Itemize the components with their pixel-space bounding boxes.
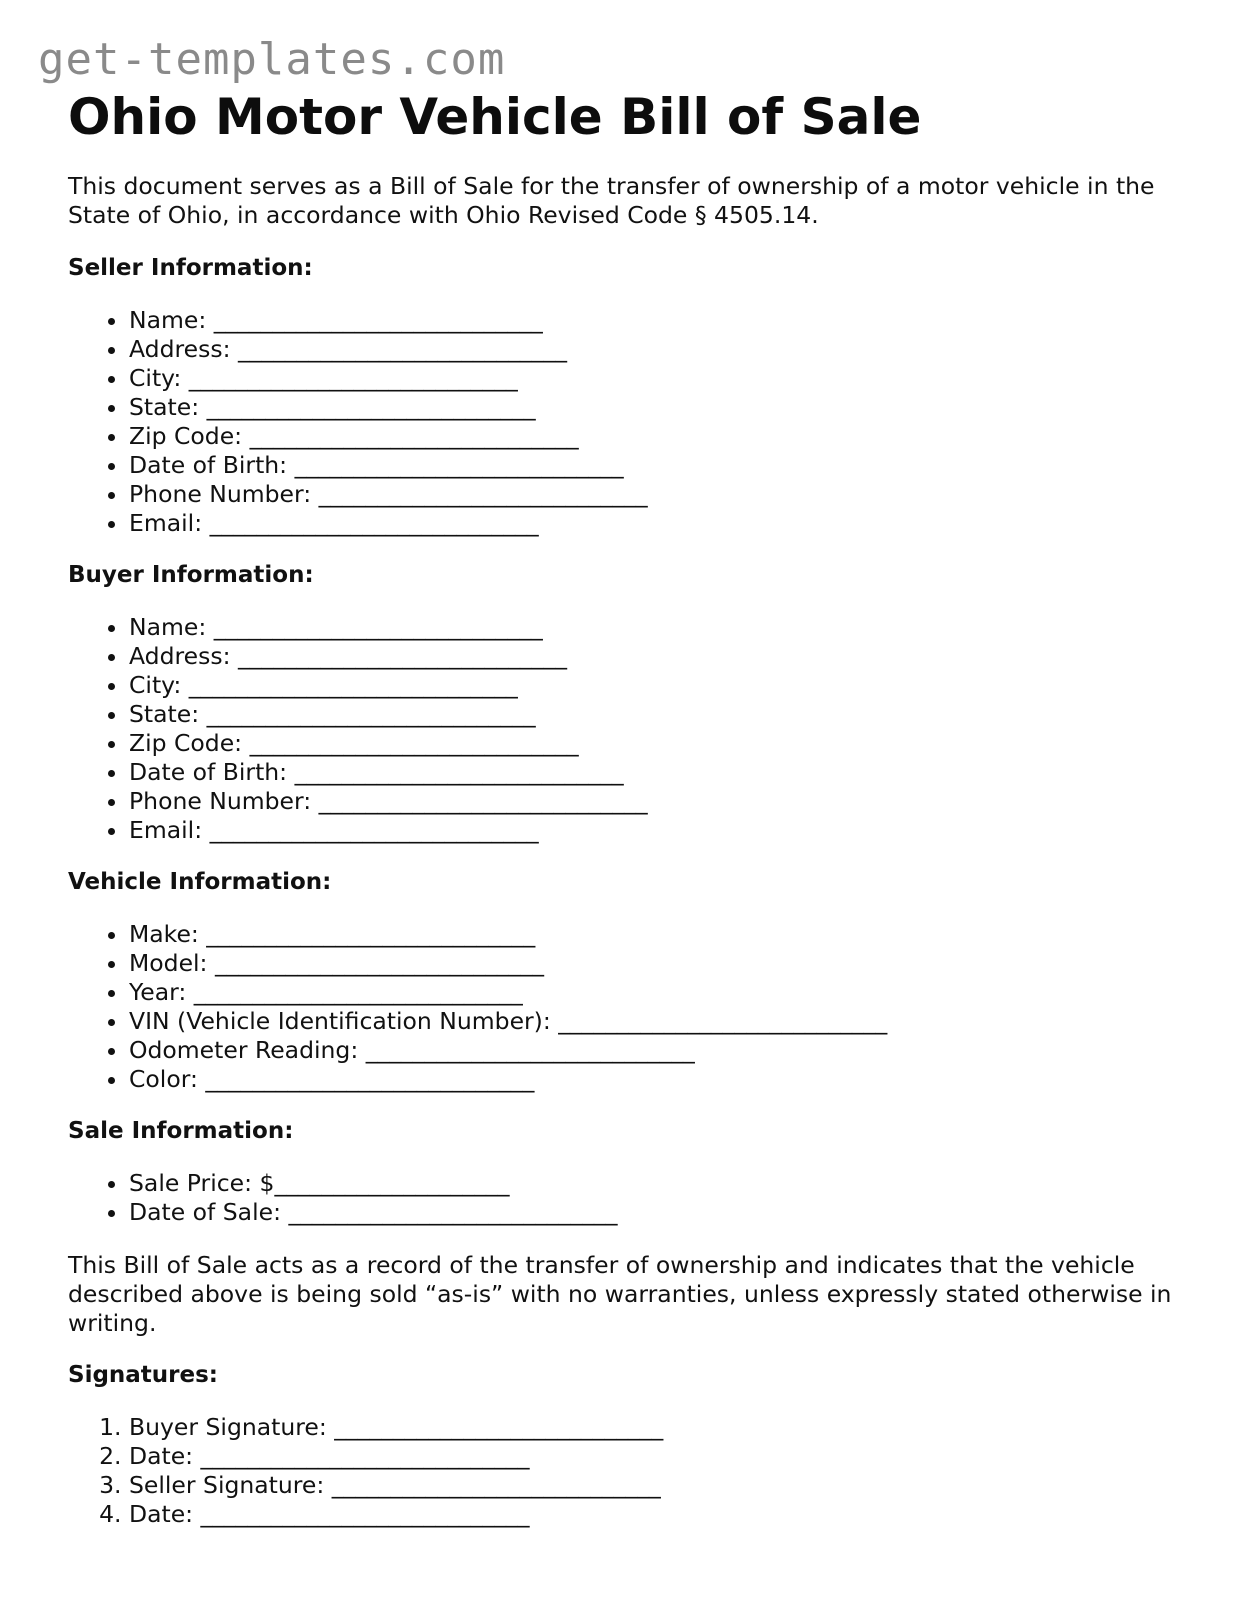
- seller-heading: Seller Information:: [68, 255, 313, 281]
- seller-email-field[interactable]: • Email: ____________________________: [129, 509, 1188, 538]
- buyer-email-field[interactable]: • Email: ____________________________: [129, 816, 1188, 845]
- buyer-phone-field[interactable]: • Phone Number: ____________________________: [129, 787, 1188, 816]
- buyer-name-field[interactable]: • Name: ____________________________: [129, 613, 1188, 642]
- vehicle-color-field[interactable]: • Color: ____________________________: [129, 1065, 1188, 1094]
- sale-date-field[interactable]: • Date of Sale: ____________________________: [129, 1198, 1188, 1227]
- seller-dob-field[interactable]: • Date of Birth: ____________________________: [129, 451, 1188, 480]
- buyer-address-field[interactable]: • Address: ____________________________: [129, 642, 1188, 671]
- vehicle-year-field[interactable]: • Year: ____________________________: [129, 978, 1188, 1007]
- buyer-zip-field[interactable]: • Zip Code: ____________________________: [129, 729, 1188, 758]
- buyer-heading: Buyer Information:: [68, 562, 314, 588]
- seller-address-field[interactable]: • Address: ____________________________: [129, 335, 1188, 364]
- seller-signature-date-field[interactable]: 4. Date: ____________________________: [129, 1500, 1188, 1529]
- seller-zip-field[interactable]: • Zip Code: ____________________________: [129, 422, 1188, 451]
- buyer-signature-date-field[interactable]: 2. Date: ____________________________: [129, 1442, 1188, 1471]
- vehicle-heading: Vehicle Information:: [68, 869, 332, 895]
- vehicle-model-field[interactable]: • Model: ____________________________: [129, 949, 1188, 978]
- signatures-list: [68, 1413, 1188, 1529]
- sale-heading: Sale Information:: [68, 1118, 294, 1144]
- seller-name-field[interactable]: • Name: ____________________________: [129, 306, 1188, 335]
- closing-paragraph: This Bill of Sale acts as a record of the transfer of ownership and indicates that the vehicle described above is being sold “as-is” with no warranties, unless expressly stated otherwise in writing.: [68, 1251, 1172, 1337]
- watermark: get-templates.com: [38, 34, 506, 85]
- signatures-heading: Signatures:: [68, 1362, 219, 1388]
- seller-city-field[interactable]: • City: ____________________________: [129, 364, 1188, 393]
- document-page: [68, 88, 1188, 1529]
- page-title: Ohio Motor Vehicle Bill of Sale: [68, 88, 922, 146]
- buyer-fields-list: [68, 613, 1188, 845]
- buyer-signature-field[interactable]: 1. Buyer Signature: ____________________________: [129, 1413, 1188, 1442]
- seller-state-field[interactable]: • State: ____________________________: [129, 393, 1188, 422]
- sale-fields-list: [68, 1169, 1188, 1227]
- vehicle-fields-list: [68, 920, 1188, 1094]
- vehicle-odometer-field[interactable]: • Odometer Reading: ____________________________: [129, 1036, 1188, 1065]
- seller-fields-list: [68, 306, 1188, 538]
- seller-phone-field[interactable]: • Phone Number: ____________________________: [129, 480, 1188, 509]
- buyer-state-field[interactable]: • State: ____________________________: [129, 700, 1188, 729]
- buyer-city-field[interactable]: • City: ____________________________: [129, 671, 1188, 700]
- sale-price-field[interactable]: • Sale Price: $____________________: [129, 1169, 1188, 1198]
- seller-signature-field[interactable]: 3. Seller Signature: ____________________________: [129, 1471, 1188, 1500]
- vehicle-make-field[interactable]: • Make: ____________________________: [129, 920, 1188, 949]
- intro-paragraph: This document serves as a Bill of Sale for the transfer of ownership of a motor vehicle in the State of Ohio, in accordance with Ohio Revised Code § 4505.14.: [68, 172, 1155, 229]
- buyer-dob-field[interactable]: • Date of Birth: ____________________________: [129, 758, 1188, 787]
- vehicle-vin-field[interactable]: • VIN (Vehicle Identification Number): ____________________________: [129, 1007, 1188, 1036]
